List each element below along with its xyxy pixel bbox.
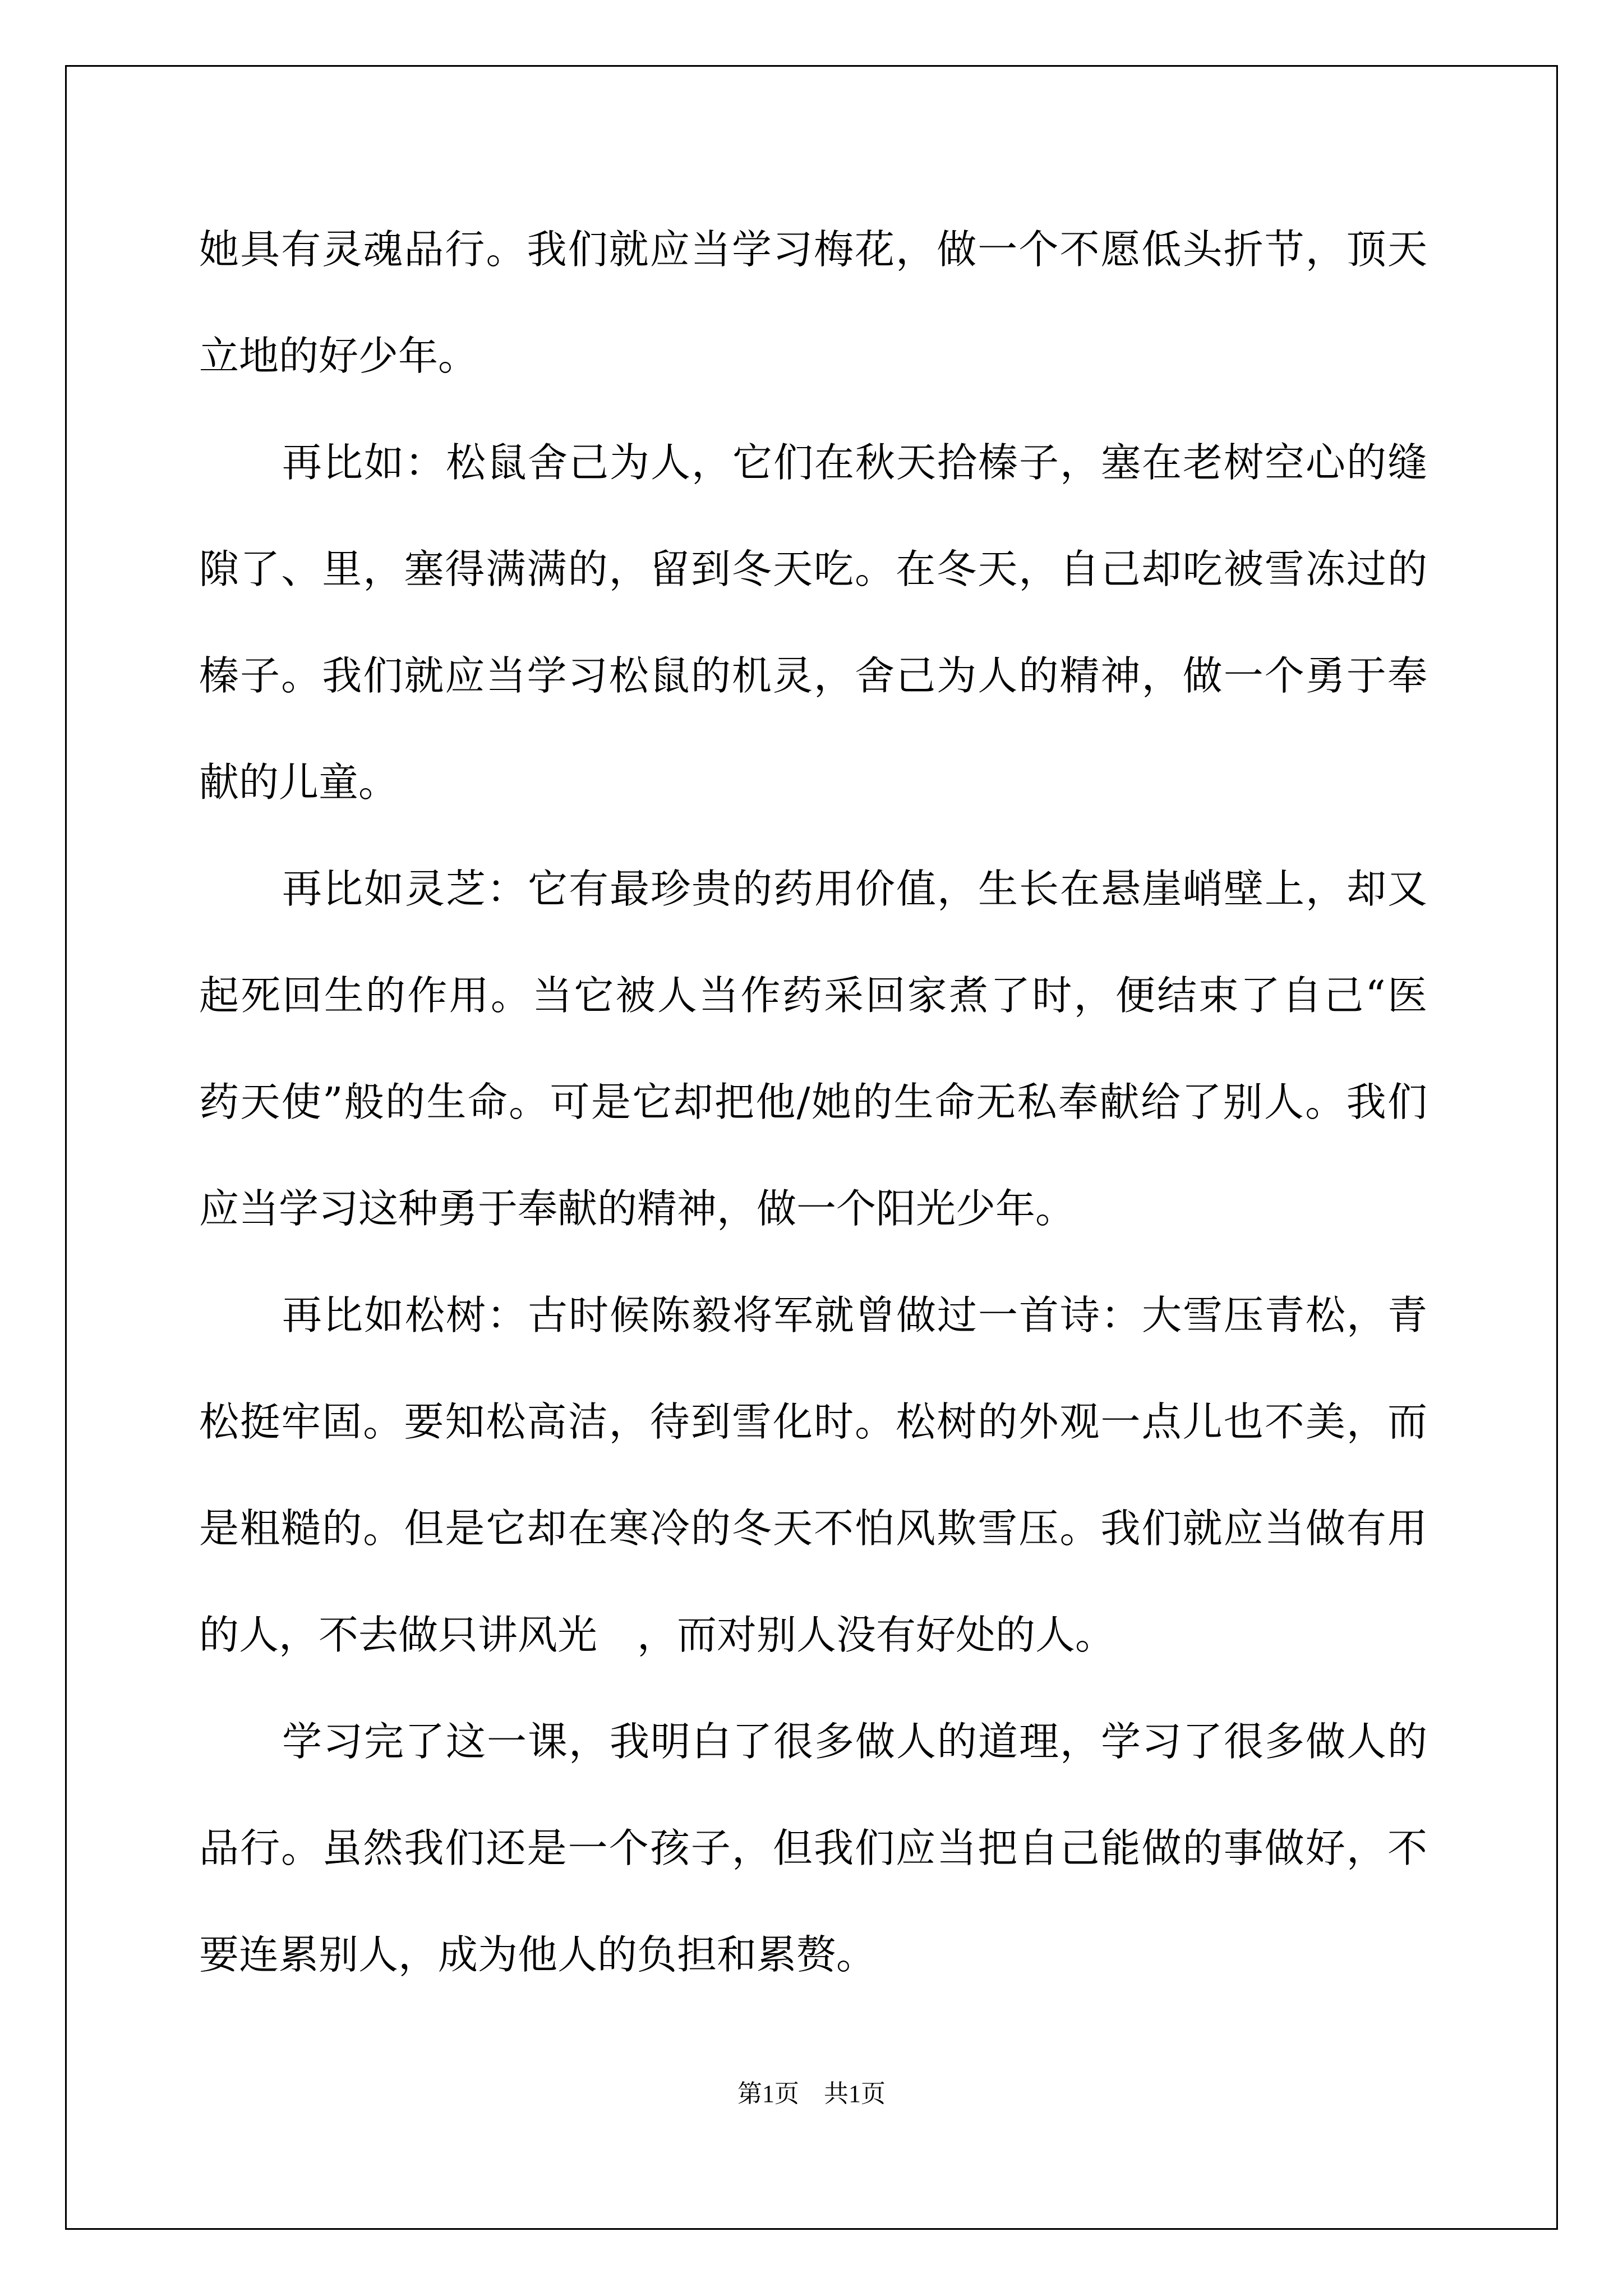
- text-line: 松挺牢固。要知松高洁，待到雪化时。松树的外观一点儿也不美，而: [199, 1398, 1427, 1445]
- text-line: 隙了、里，塞得满满的，留到冬天吃。在冬天，自己却吃被雪冻过的: [199, 546, 1427, 592]
- paragraph-1: [199, 196, 1427, 409]
- text-line: 是粗糙的。但是它却在寒冷的冬天不怕风欺雪压。我们就应当做有用: [199, 1505, 1427, 1552]
- text-line: 的人，不去做只讲风光 ，而对别人没有好处的人。: [199, 1612, 1115, 1658]
- paragraph-4: [199, 1262, 1427, 1688]
- text-line: 再比如松树：古时候陈毅将军就曾做过一首诗：大雪压青松，青: [282, 1292, 1427, 1338]
- text-line: 要连累别人，成为他人的负担和累赘。: [199, 1931, 877, 1978]
- text-line: 起死回生的作用。当它被人当作药采回家煮了时，便结束了自己“医: [199, 972, 1427, 1019]
- text-line: 榛子。我们就应当学习松鼠的机灵，舍己为人的精神，做一个勇于奉: [199, 652, 1427, 699]
- text-line: 品行。虽然我们还是一个孩子，但我们应当把自己能做的事做好，不: [199, 1825, 1427, 1871]
- page-number-footer: 第1页 共1页: [737, 2080, 886, 2108]
- text-line: 立地的好少年。: [199, 333, 478, 379]
- text-line: 学习完了这一课，我明白了很多做人的道理，学习了很多做人的: [282, 1718, 1427, 1765]
- text-line: 献的儿童。: [199, 759, 399, 806]
- paragraph-5: [199, 1688, 1427, 2008]
- text-line: 药天使”般的生命。可是它却把他/她的生命无私奉献给了别人。我们: [199, 1079, 1427, 1125]
- paragraph-2: [199, 409, 1427, 836]
- paragraph-3: [199, 836, 1427, 1262]
- text-line: 再比如灵芝：它有最珍贵的药用价值，生长在悬崖峭壁上，却又: [282, 866, 1427, 912]
- text-line: 她具有灵魂品行。我们就应当学习梅花，做一个不愿低头折节，顶天: [199, 226, 1427, 273]
- text-line: 应当学习这种勇于奉献的精神，做一个阳光少年。: [199, 1185, 1076, 1232]
- text-line: 再比如：松鼠舍己为人，它们在秋天拾榛子，塞在老树空心的缝: [282, 439, 1427, 486]
- document-body: [199, 196, 1427, 2008]
